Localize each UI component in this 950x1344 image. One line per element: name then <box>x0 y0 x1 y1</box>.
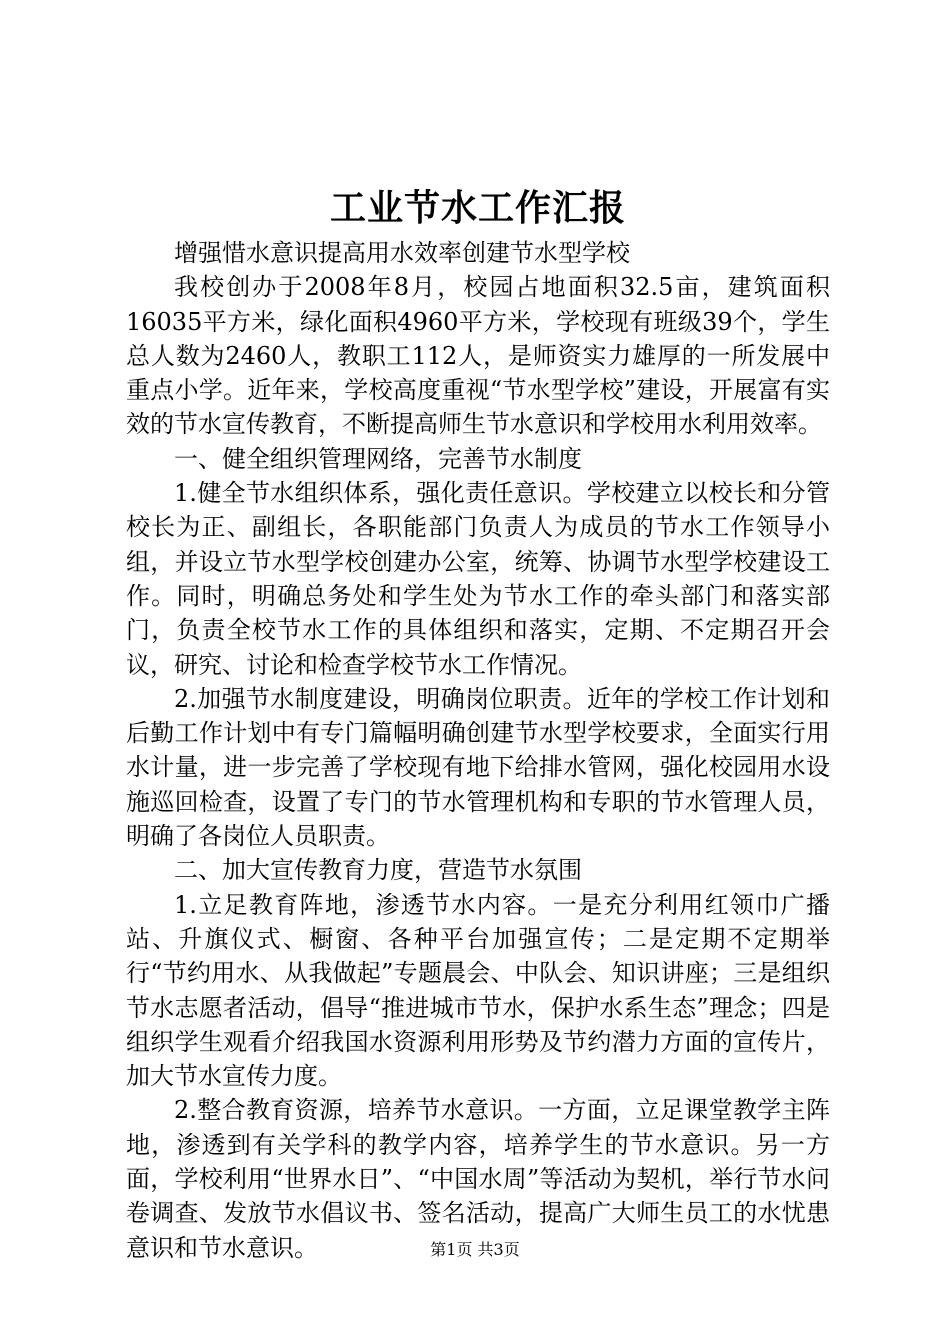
intro-paragraph: 我校创办于2008年8月，校园占地面积32.5亩，建筑面积16035平方米，绿化面积4960平方米，学校现有班级39个，学生总人数为2460人，教职工112人，是师资实力雄厚的一所发展中重点小学。近年来，学校高度重视“节水型学校”建设，开展富有实效的节水宣传教育，不断提高师生节水意识和学校用水利用效率。 <box>126 273 830 439</box>
section-heading-2: 二、加大宣传教育力度，营造节水氛围 <box>174 856 582 885</box>
section-2-item-2: 2.整合教育资源，培养节水意识。一方面，立足课堂教学主阵地，渗透到有关学科的教学内容，培养学生的节水意识。另一方面，学校利用“世界水日”、“中国水周”等活动为契机，举行节水问卷调查、发放节水倡议书、签名活动，提高广大师生员工的水忧患意识和节水意识。 <box>126 1096 830 1262</box>
page-footer: 第1页 共3页 <box>430 1240 520 1259</box>
document-page <box>126 182 830 1265</box>
section-heading-1: 一、健全组织管理网络，完善节水制度 <box>174 444 582 473</box>
document-subtitle: 增强惜水意识提高用水效率创建节水型学校 <box>174 239 630 267</box>
document-title: 工业节水工作汇报 <box>329 187 626 229</box>
section-1-item-2: 2.加强节水制度建设，明确岗位职责。近年的学校工作计划和后勤工作计划中有专门篇幅明确创建节水型学校要求，全面实行用水计量，进一步完善了学校现有地下给排水管网，强化校园用水设施巡回检查，设置了专门的节水管理机构和专职的节水管理人员，明确了各岗位人员职责。 <box>126 684 830 851</box>
section-2-item-1: 1.立足教育阵地，渗透节水内容。一是充分利用红领巾广播站、升旗仪式、橱窗、各种平台加强宣传；二是定期不定期举行“节约用水、从我做起”专题晨会、中队会、知识讲座；三是组织节水志愿者活动，倡导“推进城市节水，保护水系生态”理念；四是组织学生观看介绍我国水资源利用形势及节约潜力方面的宣传片，加大节水宣传力度。 <box>126 890 830 1091</box>
section-1-item-1: 1.健全节水组织体系，强化责任意识。学校建立以校长和分管校长为正、副组长，各职能部门负责人为成员的节水工作领导小组，并设立节水型学校创建办公室，统筹、协调节水型学校建设工作。同时，明确总务处和学生处为节水工作的牵头部门和落实部门，负责全校节水工作的具体组织和落实，定期、不定期召开会议，研究、讨论和检查学校节水工作情况。 <box>126 479 830 679</box>
